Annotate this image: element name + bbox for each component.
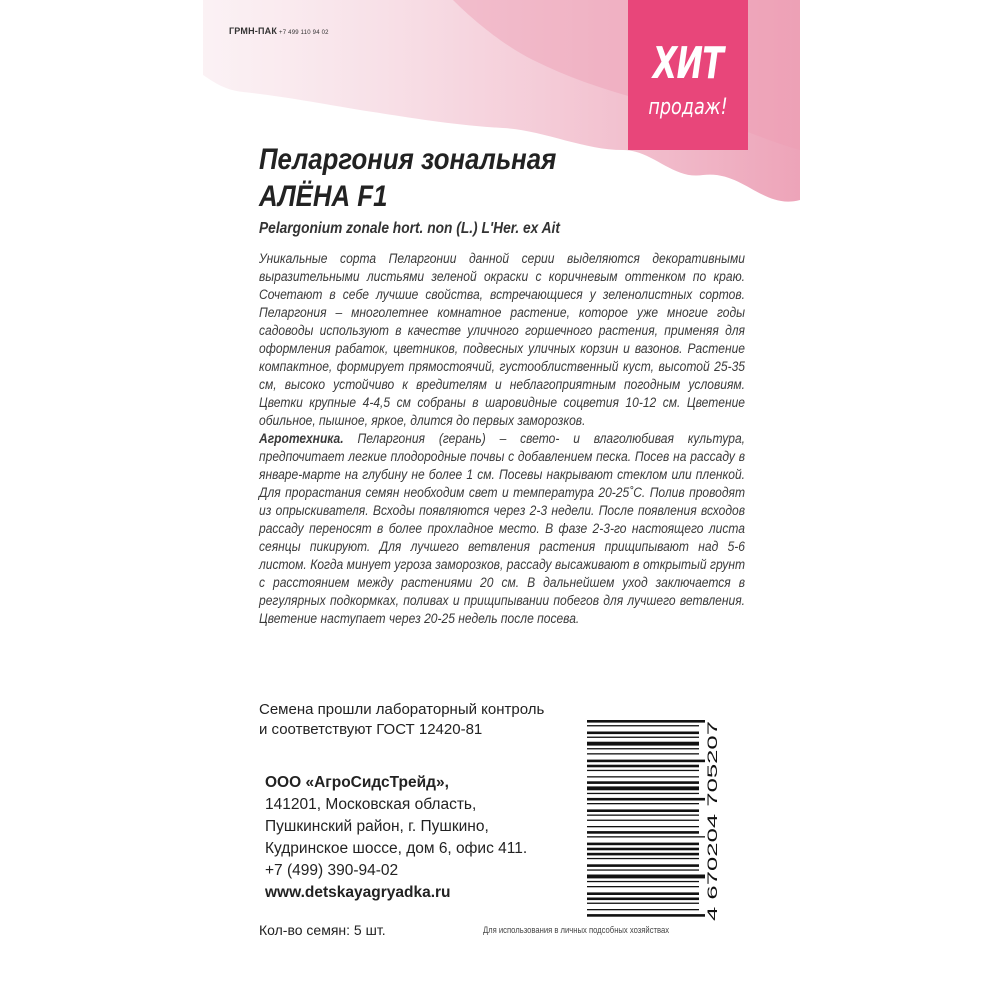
- bestseller-badge: [628, 0, 748, 150]
- company-phone: +7 (499) 390-94-02: [265, 862, 399, 879]
- barcode-digits: 4 670204 705207: [704, 812, 720, 921]
- badge-hit-text: ХИТ: [652, 38, 724, 89]
- product-description-block: [259, 250, 745, 628]
- barcode-bars: [587, 720, 705, 917]
- company-address-line1: 141201, Московская область,: [265, 796, 477, 813]
- seed-count: Кол-во семян: 5 шт.: [259, 922, 386, 938]
- product-latin-name: Pelargonium zonale hort. non (L.) L'Her. ex Ait: [259, 220, 560, 237]
- agrotechnics-title: Агротехника.: [259, 431, 344, 446]
- barcode: [587, 718, 729, 923]
- company-info: [265, 772, 565, 904]
- agrotechnics-section: [259, 430, 745, 628]
- seed-packet-back: [203, 0, 800, 1000]
- product-title-line1: Пеларгония зональная: [259, 143, 557, 176]
- gost-line2: и соответствуют ГОСТ 12420-81: [259, 721, 483, 738]
- private-use-note: Для использования в личных подсобных хозяйствах: [483, 925, 670, 935]
- badge-sales-text: продаж!: [648, 95, 728, 120]
- gost-line1: Семена прошли лабораторный контроль: [259, 701, 545, 718]
- company-address-line3: Кудринское шоссе, дом 6, офис 411.: [265, 840, 528, 857]
- company-website: www.detskayagryadka.ru: [265, 884, 451, 901]
- company-address-line2: Пушкинский район, г. Пушкино,: [265, 818, 489, 835]
- product-description: Уникальные сорта Пеларгонии данной серии выделяются декоративными выразительными листьями зеленой окраски с коричневым оттенком по краю. Сочетают в себе лучшие свойства, встречающиеся у зеленолистных сортов. Пеларгония – многолетнее комнатное растение, которое уже многие годы садоводы используют в качестве уличного горшечного растения, применяя для оформления рабаток, цветников, подвесных уличных корзин и вазонов. Растение компактное, формирует прямостоячий, густооблиственный куст, высотой 25-35 см, высоко устойчиво к вредителям и неблагоприятным погодным условиям. Цветки крупные 4-4,5 см собраны в шаровидные соцветия 10-12 см. Цветение обильное, пышное, яркое, длится до первых заморозков.: [259, 251, 745, 428]
- company-name: ООО «АгроСидсТрейд»,: [265, 774, 449, 791]
- quality-control-note: [259, 700, 589, 740]
- product-title-line2: АЛЁНА F1: [259, 180, 388, 213]
- agrotechnics-text: Пеларгония (герань) – свето- и влаголюбивая культура, предпочитает легкие плодородные почвы с добавлением песка. Посев на рассаду в январе-марте на глубину не более 1 см. Посевы накрывают стеклом или пленкой. Для прорастания семян необходим свет и температура 20-25˚С. Полив проводят из опрыскивателя. Всходы появляются через 2-3 недели. После появления всходов рассаду переносят в более прохладное место. В фазе 2-3-го настоящего листа сеянцы пикируют. Для лучшего ветвления растения прищипывают над 5-6 листом. Когда минует угроза заморозков, рассаду высаживают в открытый грунт с расстоянием между растениями 20 см. В дальнейшем уход заключается в регулярных подкормках, поливах и прищипывании побегов для лучшего ветвления. Цветение наступает через 20-25 недель после посева.: [259, 431, 745, 626]
- manufacturer-code: ГРМН-ПАК +7 499 110 94 02: [229, 26, 329, 36]
